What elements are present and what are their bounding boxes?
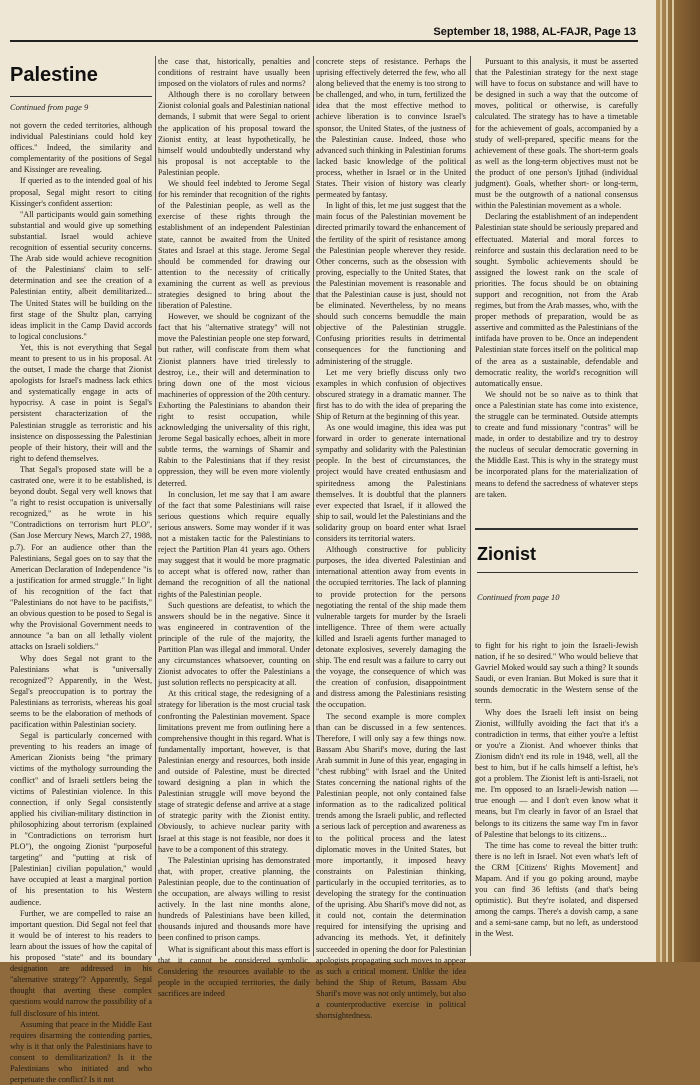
paragraph: Assuming that peace in the Middle East requires disarming the contending parties, why is it that only the Palestinians have to consent to demilitarization? Is it the Palestinians who initiated and who perpetuate the conflict? Is it not [10, 1019, 152, 1085]
paragraph: Yet, this is not everything that Segal meant to present to us in his proposal. At the outset, I made the charge that Zionist apologists for Israel's madness lack ethics and systematically engage in acts of hypocrisy. A case in point is Segal's persistent characterization of the Palestinian struggle as terroristic and his insistence on dispossessing the Palestinian people of their history, their will and the right to defend themselves. [10, 342, 152, 463]
page-edge [672, 0, 674, 962]
palestine-headline: Palestine [10, 64, 98, 86]
section-rule [475, 528, 638, 530]
column-divider [470, 56, 471, 956]
continued-from-page-10: Continued from page 10 [477, 592, 560, 602]
paragraph: Let me very briefly discuss only two examples in which confusion of objectives obscured strategy in a dramatic manner. The first has to do with the idea of preparing the Ship of Return at the beginning of this year. [316, 367, 466, 421]
paragraph: the case that, historically, penalties and conditions of restraint have usually been imposed on the violators of rules and norms? [158, 57, 310, 89]
paragraph: to fight for his right to join the Israeli-Jewish nation, if he so desired." Who would believe that Gavriel Moked would say such a thing? It sounds Saudi, or even Iranian. But Moked is sure that it sounds democratic in the Western sense of the term. [475, 641, 638, 706]
column-divider [155, 56, 156, 956]
paragraph: Although there is no corollary between Zionist colonial goals and Palestinian national demands, I submit that were Segal to orient the application of his proposal toward the Zionist entity, at least hypothetically, he himself would undoubtedly understand why his proposal is not acceptable to the Palestinian people. [158, 90, 310, 177]
paragraph: Why does the Israeli left insist on being Zionist, willfully avoiding the fact that it's a contradiction in terms, that either you're a leftist or you're a Zionist. And whoever thinks that Zionism didn't end its role in 1948, well, all the best to him, but if he calls himself a leftist, he's got a problem. The Zionist left is anti-Israeli, not me. I'm opposed to an Israeli-Jewish nation — true enough — and I don't even know what it means, but I'm clearly in favor of an Israel that belongs to its citizens the same way I'm in favor of Palestine that belongs to its citizens... [475, 707, 638, 839]
paragraph: We should not be so naive as to think that once a Palestinian state has come into existence, the struggle can be terminated. Outside attempts to create and fund missionary "contras" will be made, in order to destabilize and try to destroy the nucleus of secular democratic governing in the Middle East. This is why in the strategy must be incorporated plans for the materialization of means to defend the sacredness of whatever steps are taken. [475, 389, 638, 499]
headline-rule [10, 96, 152, 97]
paragraph: The Palestinian uprising has demonstrated that, with proper, creative planning, the Palestinian people, due to the continuation of the occupation, are always willing to resist actively. In the last nine months alone, hundreds of Palestinians have been killed, thousands injured and thousands more have been confined to prison camps. [158, 855, 310, 943]
page-dateline: September 18, 1988, AL-FAJR, Page 13 [433, 26, 636, 38]
paragraph: concrete steps of resistance. Perhaps the uprising effectively deterred the few, who all along believed that the enemy is too strong to be challenged, and who, in turn, fertilized the idea that the most effective method to achieve liberation is to convince Israel's sponsor, the United States, of the justness of the Palestinian cause. Indeed, those who advanced such thinking in Palestinian forums lacked basic knowledge of the political process, whether in Israel or in the United States. Their vision of history was clearly permeated by fantasy. [316, 57, 466, 200]
paragraph: Further, we are compelled to raise an important question. Did Segal not feel that it would be of interest to his readers to learn about the issues of how the capital of his proposed "state" and its boundary designation are addressed in his "alternative strategy"? Apparently, Segal thought that averting these complex questions would narrow the possibility of a full disclosure of his intent. [10, 908, 152, 1018]
page-edge [666, 0, 668, 962]
paragraph: The second example is more complex than can be discussed in a few sentences. Therefore, I will only say a few things now. Bassam Abu Sharif's move, during the last Arab summit in June of this year, engaging in "chest rubbing" with Israel and the United States concerning the national rights of the Palestinian people, not only contained false information as to the radicalized political trends among the Israeli public, and reflected a serious lack of perception and awareness as to the political process and the latest diplomatic moves in the United States, but more importantly, it imposed heavy constraints on Palestinian thinking, particularly in the occupied territories, as to developing the strategy for the continuation of the uprising. Abu Sharif's move did not, as it could not, contain the determination required for intensifying the uprising and advancing its methods. Yet, it definitely succeeded in opening the door for Palestinian apologists propagating such moves to appear as such a critical moment. Unlike the idea behind the Ship of Return, Bassam Abu Sharif's move was not only untimely, but also a counterproductive exercise in political shortsightedness. [316, 711, 466, 1021]
paragraph: Declaring the establishment of an independent Palestinian state should be seriously prepared and effectuated. Material and moral forces to reinforce and sustain this declaration need to be sought. Symbolic achievements should be assigned the lowest rank on the scale of priorities. The focus should be on obtaining support and recognition, not from the Arab regimes, but from the Arab masses, who, with the proper methods of preparation, would be as assertive and committed as the Palestinians of the intifada have proven to be. Once an independent Palestinian state forces itself on the political map of the area as a sustainable, defendable and democratic reality, the world's recognition will automatically ensue. [475, 212, 638, 388]
page-edge [660, 0, 662, 962]
article-column-1 [10, 120, 152, 1085]
paragraph: If queried as to the intended goal of his proposal, Segal might resort to citing Kissinger's confident assertion: [10, 176, 152, 208]
continued-from-page-9: Continued from page 9 [10, 102, 89, 112]
paragraph: What is significant about this mass effort is that it cannot be considered symbolic. Considering the resources available to the people in the occupied territories, the daily sacrifices are indeed [158, 944, 310, 998]
paragraph: Although constructive for publicity purposes, the idea diverted Palestinian and international attention away from events in the occupied territories. The lack of planning to provide protection for the persons negotiating the rental of the ship made them vulnerable targets for murder by the Israeli intelligence. Three of them were actually killed and Israeli agents further managed to detonate explosives, severely damaging the ship. The end result was a failure to carry out the voyage, the consequence of which was the creation of confusion, disappointment and distress among the Palestinians resisting the occupation. [316, 545, 466, 710]
paragraph: We should feel indebted to Jerome Segal for his reminder that recognition of the rights of the Palestinian people, as well as the exercise of these rights through the establishment of an independent Palestinian state, cannot be awaited from the United States and Israel at this stage. Jerome Segal should be commended for drawing our attention to the necessity of critically examining the current as well as previous strategies designed to bring about the liberation of Palestine. [158, 179, 310, 311]
header-rule [10, 40, 638, 42]
paragraph: Pursuant to this analysis, it must be asserted that the Palestinian strategy for the next stage will have to focus on substance and will have to be designed in such a way that the outcome of moves, political or otherwise, is carefully calculated. The strategy has to have a timetable for the achievement of goals, accompanied by a study of well-prepared, specific means for the achievement of these goals. The short-term goals as well as the long-term objectives must not be the product of one person's Ijtihad (individual judgment). Goals, whether short- or long-term, must be the outgrowth of a national consensus within the Palestinian movement as a whole. [475, 57, 638, 211]
article-column-3 [316, 56, 466, 1021]
zionist-headline: Zionist [477, 544, 536, 564]
paragraph: In conclusion, let me say that I am aware of the fact that some Palestinians will raise serious questions which require equally serious answers. Some may wonder if it was not a mistaken tactic for the Palestinians to reject the Partition Plan 41 years ago. Others may suggest that it would be more pragmatic to accept what is offered now, rather than demand the recognition of all the national rights of the Palestinian people. [158, 489, 310, 599]
article-column-2 [158, 56, 310, 998]
column-divider [313, 56, 314, 956]
paragraph: However, we should be cognizant of the fact that his "alternative strategy" will not move the Palestinian people one step forward, but rather, will confiscate from them what Zionist planners have tried tirelessly to destroy, i.e., their will and determination to bring down one of the most vicious machineries of oppression of the 20th century. Exhorting the Palestinians to abandon their right to resist occupation, while acknowledging the universality of this right, Jerome Segal basically echoes, albeit in more subtle terms, the warnings of Shamir and Rabin to the Palestinians that if they resist oppression, they will be even more violently deterred. [158, 312, 310, 488]
paragraph: "All participants would gain something substantial and would give up something substantial. Israel would achieve recognition of essential security concerns. The Arab side would achieve recognition of the Palestinians' claim to self-determination and see the creation of a Palestinian entity, albeit demilitarized... The United States will be building on the first stage of the Shultz plan, carrying ideas implicit in the Camp David accords to logical conclusions." [10, 209, 152, 341]
paragraph: The time has come to reveal the bitter truth: there is no left in Israel. Not even what's left of the CRM [Citizens' Rights Movement] and Mapam. And if you go poking around, maybe you can find 36 leftists (and that's being optimistic). But they're isolated, and dispersed among the camps. There's a dovish camp, a sane and a semi-sane camp, but no left, as understood in the West. [475, 840, 638, 939]
paragraph: Such questions are defeatist, to which the answers should be in the negative. Since it was engineered in contravention of the principle of the rule of the majority, the Partition Plan was illegal and immoral. Under any circumstances whatsoever, counting on Zionist advocates to offer the Palestinians a just solution reflects no perspicacity at all. [158, 600, 310, 688]
paragraph: Segal is particularly concerned with preventing to his readers an image of American Zionists being "the primary victims of the mythology surrounding the conflict" and of Israeli settlers being the victims of Palestinian violence. In this connection, if only Segal consistently applied his civilian-military distinction in philosophizing about terrorism (explained in "Contradictions on terrorism hurt PLO"), the ongoing Zionist "purposeful targeting" and "putting at risk of [Palestinian] civilian population," would have occupied at least a marginal portion of his presentation to his Western audience. [10, 731, 152, 907]
paragraph: not govern the ceded territories, although individual Palestinians could hold key offices." Indeed, the similarity and complementarity of the positions of Segal and Kissinger are revealing. [10, 121, 152, 175]
paragraph: Why does Segal not grant to the Palestinians what is "universally recognized"? Apparently, in the West, Segal's preoccupation is to portray the Palestinians as terrorists, whereas his goal seems to be the elaboration of methods of pacification within Palestinian society. [10, 653, 152, 730]
paragraph: That Segal's proposed state will be a castrated one, were it to be established, is beyond doubt. Segal very well knows that "a right to resist occupation is universally recognized," as he wrote in his "Contradictions on terrorism hurt PLO", (San Jose Mercury News, March 27, 1988, p.7). For an audience other than the Palestinians, Segal goes on to say that the American Declaration of Independence "is a justification for armed struggle." In light of his recognition of the fact that "Palestinians do not have to be pacifists," an obvious question to be posed to Segal is why the Provisional Government needs to announce "a ban on all lethally violent attacks on Israeli soldiers." [10, 464, 152, 652]
headline-rule [477, 572, 638, 573]
zionist-article-column [475, 640, 638, 955]
paragraph: As one would imagine, this idea was put forward in order to generate international sympathy and solidarity with the Palestinian people. In the best of circumstances, the project would have created enthusiasm and spiritedness among the Palestinians themselves. It is doubtful that the planners ever expected that Israel, if it allowed the ship to sail, would let the Palestinians and the solidarity group on board enter what Israel considers its territorial waters. [316, 423, 466, 544]
article-column-4 [475, 56, 638, 511]
paragraph: At this critical stage, the redesigning of a strategy for liberation is the most crucial task confronting the Palestinian movement. Space limitations prevent me from outlining here a comprehensive thought in this regard. What is fundamentally important, however, is that Palestinian energy and resources, both inside and outside of Palestine, must be directed toward designing a plan in which the Palestinian struggle will move beyond the stage of strategic defense and arrive at a stage of strategic parity with the Zionist entity. Obviously, to achieve nuclear parity with Israel at this stage is not feasible, nor does it have to be a component of this strategy. [158, 689, 310, 854]
binding-gutter [656, 0, 700, 962]
paragraph: In light of this, let me just suggest that the main focus of the Palestinian movement be directed primarily toward the enhancement of the fertility of the spirit of resistance among the Palestinian people wherever they reside. Other concerns, such as the obsession with proving, especially to the United States, that the Palestinian movement is reasonable and that the Palestinian cause is just, should not be eliminated. Nevertheless, by no means should such concerns bemuddle the main objective of the Palestinian struggle. Confusing priorities results in detrimental consequences for the functioning and administering of the struggle. [316, 201, 466, 366]
